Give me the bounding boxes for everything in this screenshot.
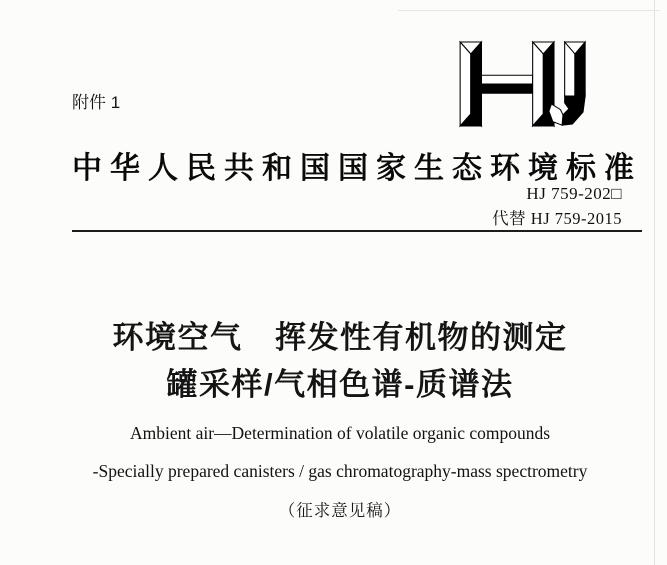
replaces-label: 代替 HJ 759-2015 <box>492 209 622 228</box>
hj-logo <box>458 36 586 130</box>
scan-edge-horizontal <box>398 10 660 11</box>
title-en-line2: -Specially prepared canisters / gas chromatography-mass spectrometry <box>92 461 588 481</box>
title-cn-line2: 罐采样/气相色谱-质谱法 <box>166 367 514 402</box>
standard-number: HJ 759-202□ <box>526 184 622 203</box>
hj-logo-text <box>458 130 459 131</box>
attachment-label: 附件 1 <box>72 93 121 112</box>
standard-org-title: 中华人民共和国国家生态环境标准 <box>72 152 642 185</box>
header-rule <box>72 230 642 232</box>
draft-note: （征求意见稿） <box>278 502 402 520</box>
hj-logo-graphic <box>458 36 586 130</box>
title-cn-line1: 环境空气 挥发性有机物的测定 <box>112 320 568 355</box>
title-en-line1: Ambient air—Determination of volatile organic compounds <box>129 423 551 443</box>
